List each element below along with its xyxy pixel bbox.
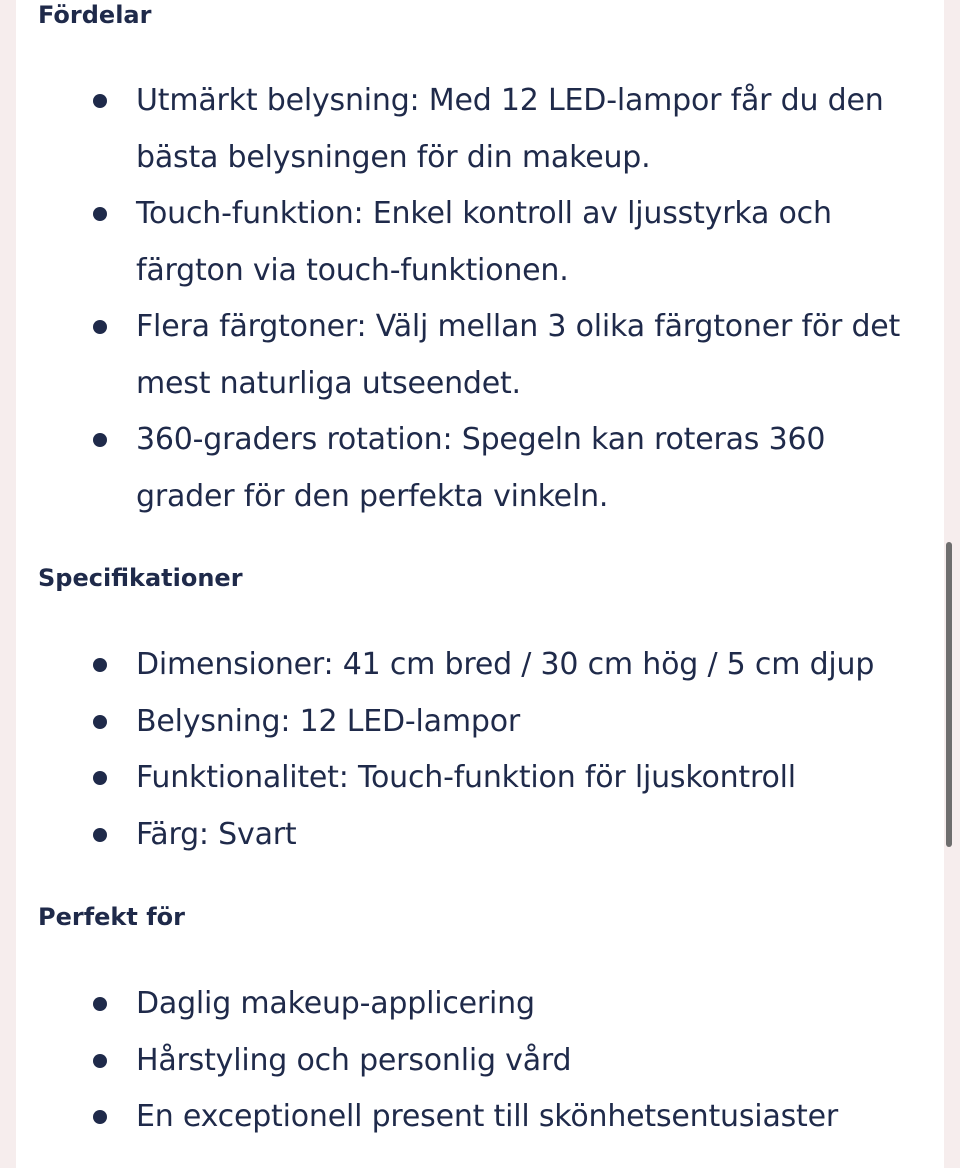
- list-item-text: Touch-funktion: Enkel kontroll av ljusstyrka och färgton via touch-funktionen.: [136, 196, 832, 288]
- bullet-icon: [93, 94, 107, 108]
- bullet-icon: [93, 1110, 107, 1124]
- section-heading-specifikationer: Specifikationer: [38, 564, 243, 592]
- list-item-text: Färg: Svart: [136, 816, 297, 852]
- list-item-text: Funktionalitet: Touch-funktion för ljuskontroll: [136, 760, 796, 795]
- bullet-icon: [93, 207, 107, 221]
- bullet-icon: [93, 771, 107, 785]
- list-item: [0, 299, 930, 412]
- list-item: [0, 1089, 930, 1146]
- list-item: [0, 637, 930, 694]
- vertical-scrollbar[interactable]: [946, 542, 952, 847]
- list-item: [0, 1033, 930, 1090]
- bullet-icon: [93, 320, 107, 334]
- list-item-text: 360-graders rotation: Spegeln kan roteras 360 grader för den perfekta vinkeln.: [136, 422, 826, 514]
- section-heading-fordelar: Fördelar: [38, 1, 152, 29]
- bullet-icon: [93, 1054, 107, 1068]
- list-item-text: Belysning: 12 LED-lampor: [136, 703, 520, 739]
- list-item-text: Flera färgtoner: Välj mellan 3 olika färgtoner för det mest naturliga utseendet.: [136, 309, 901, 401]
- specifications-list: [0, 637, 930, 863]
- section-heading-perfekt-for: Perfekt för: [38, 903, 185, 931]
- list-item: [0, 807, 930, 864]
- perfect-for-list: [0, 976, 930, 1146]
- list-item-text: Dimensioner: 41 cm bred / 30 cm hög / 5 cm djup: [136, 647, 875, 682]
- list-item-text: Daglig makeup-applicering: [136, 986, 535, 1021]
- list-item: [0, 412, 930, 525]
- list-item-text: En exceptionell present till skönhetsentusiaster: [136, 1099, 839, 1134]
- bullet-icon: [93, 828, 107, 842]
- list-item: [0, 976, 930, 1033]
- bullet-icon: [93, 997, 107, 1011]
- list-item-text: Utmärkt belysning: Med 12 LED-lampor får du den bästa belysningen för din makeup.: [136, 83, 884, 175]
- list-item: [0, 750, 930, 807]
- list-item: [0, 694, 930, 751]
- list-item: [0, 186, 930, 299]
- list-item-text: Hårstyling och personlig vård: [136, 1042, 572, 1078]
- bullet-icon: [93, 433, 107, 447]
- list-item: [0, 73, 930, 186]
- benefits-list: [0, 73, 930, 525]
- bullet-icon: [93, 658, 107, 672]
- bullet-icon: [93, 715, 107, 729]
